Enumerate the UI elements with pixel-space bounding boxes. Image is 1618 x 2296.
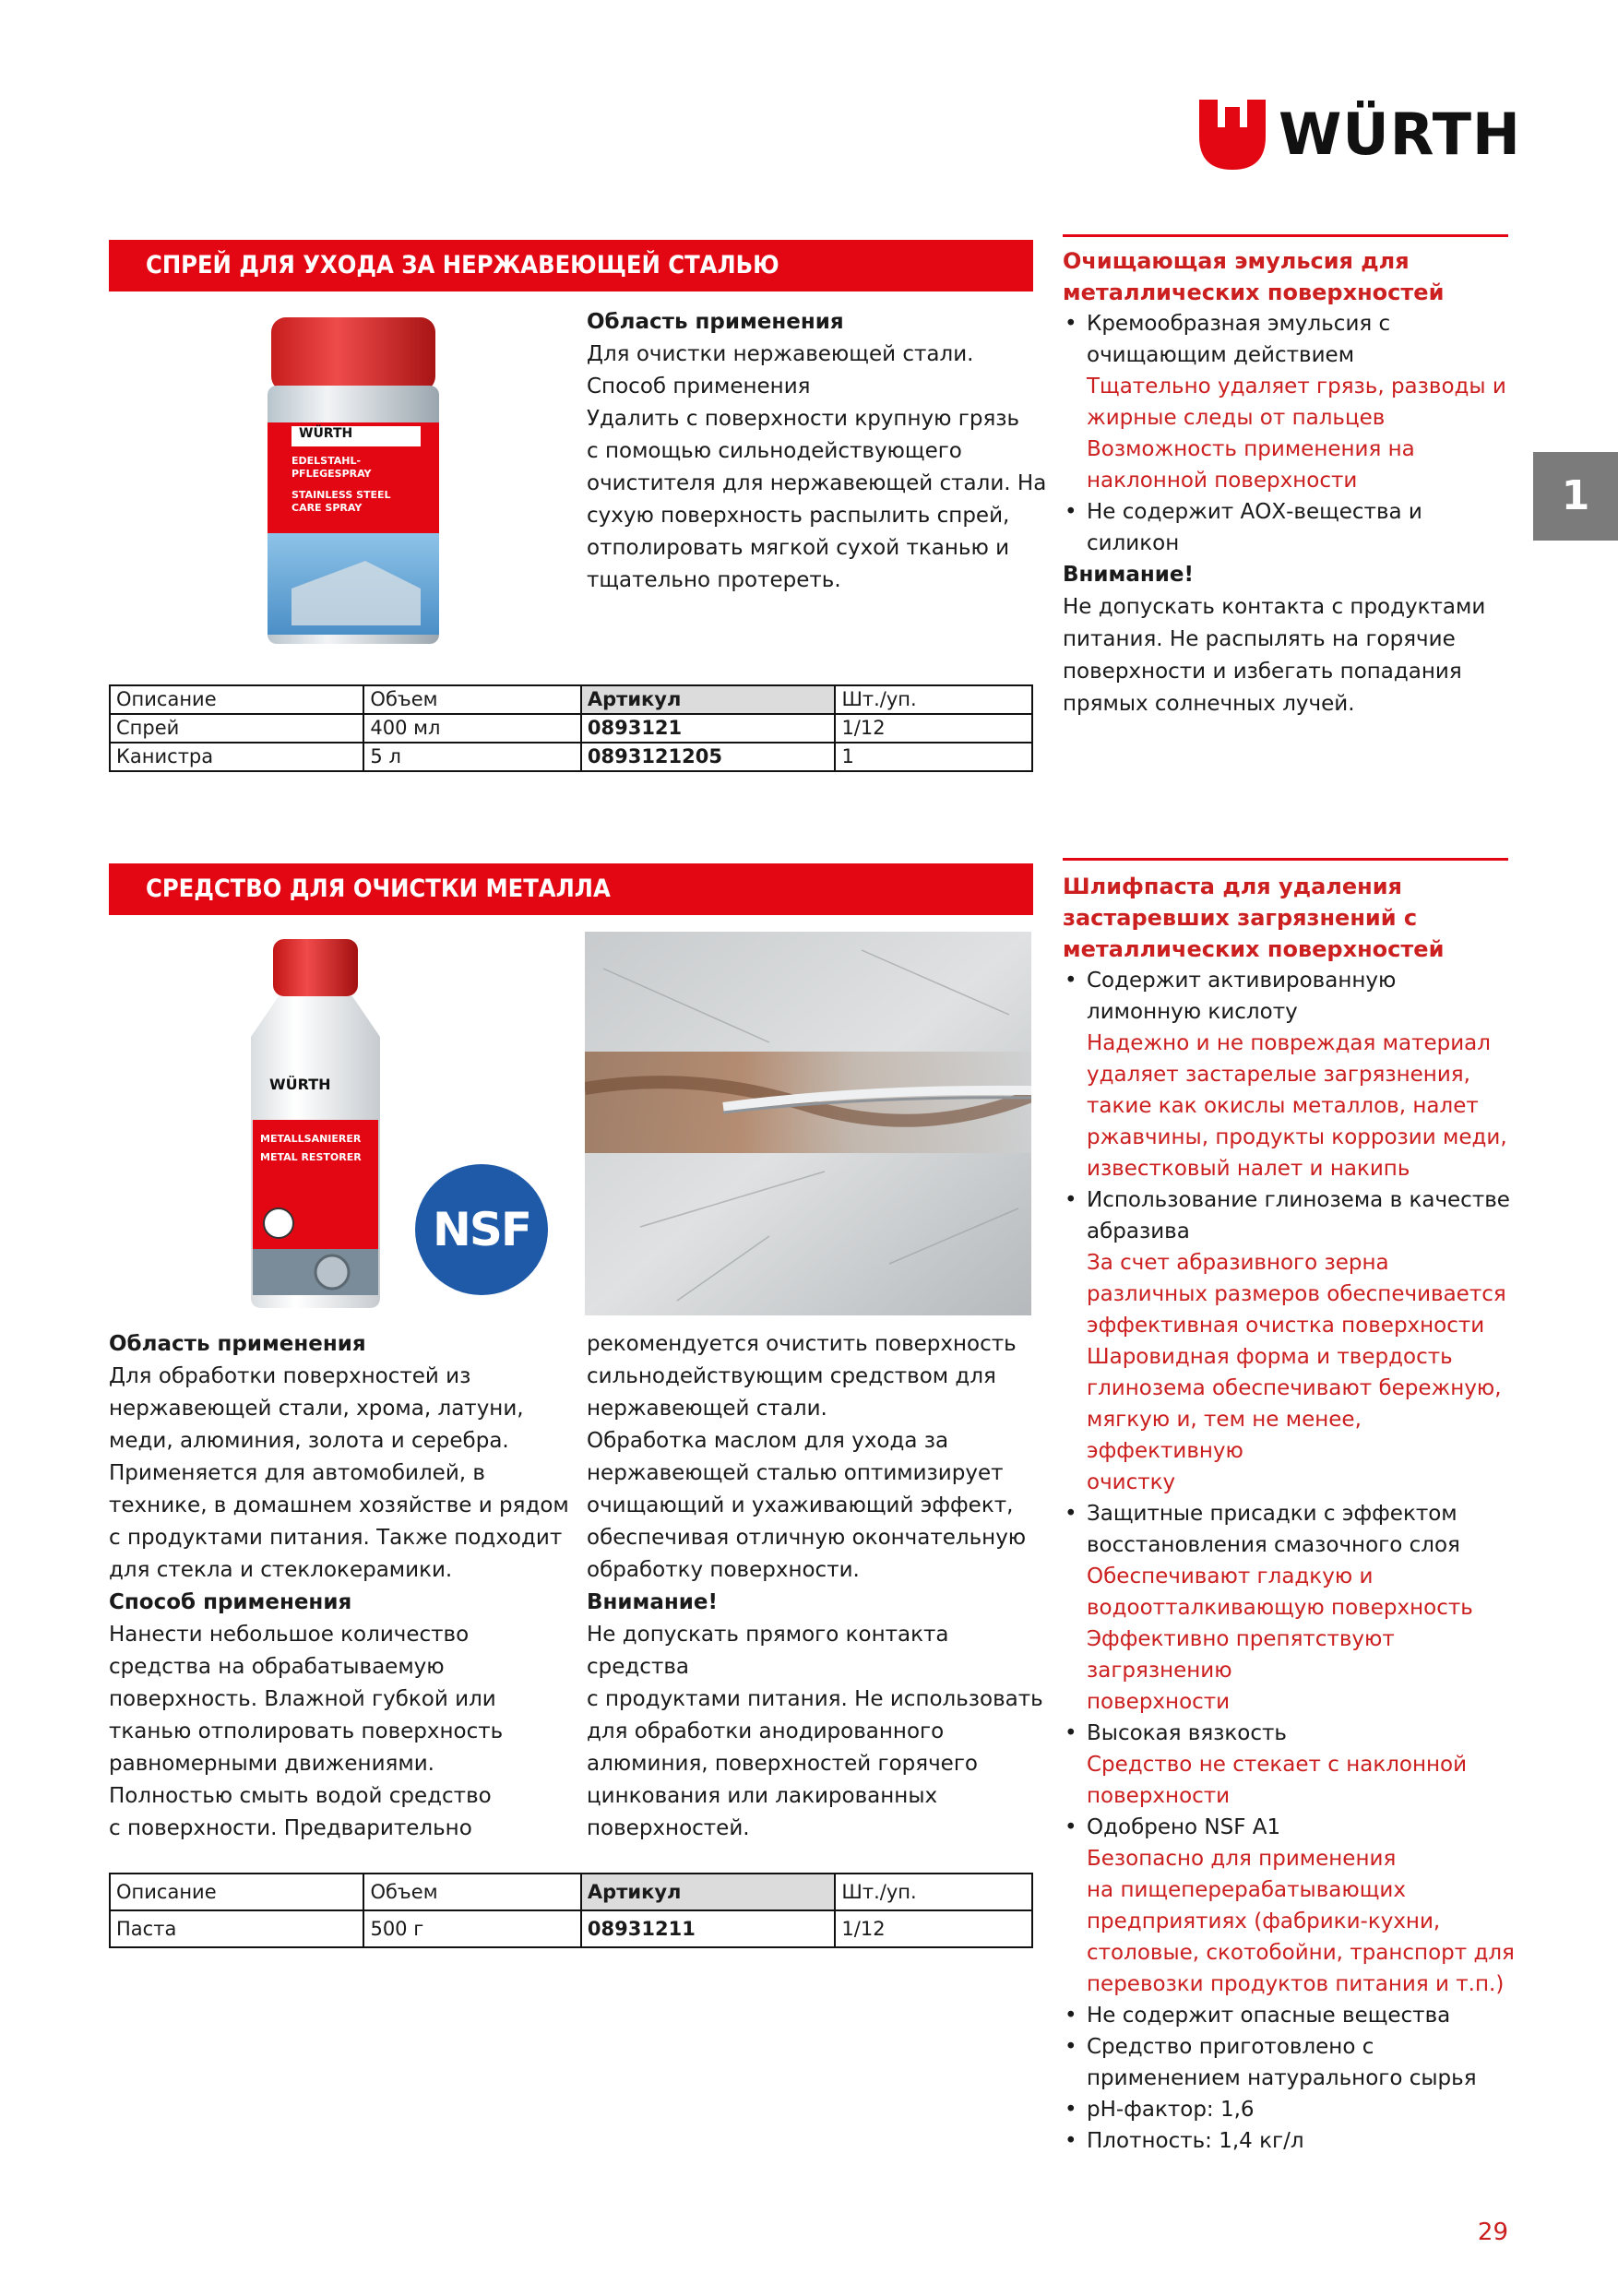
list-item: [1063, 2031, 1520, 2094]
side-title-line: застаревших загрязнений с: [1063, 905, 1418, 931]
cell-article: 08931211: [581, 1910, 835, 1947]
item-subline: различных размеров обеспечивается: [1087, 1282, 1506, 1306]
list-item: [1063, 1812, 1520, 2000]
text-line: обработку поверхности.: [587, 1558, 860, 1582]
bottle-brand-label: WÜRTH: [269, 1076, 331, 1093]
item-line: Не содержит опасные вещества: [1087, 2004, 1451, 2028]
item-subline: Средство не стекает с наклонной: [1087, 1753, 1468, 1777]
item-subline: ржавчины, продукты коррозии меди,: [1087, 1125, 1507, 1149]
cell-pack: 1: [835, 743, 1032, 771]
header-article: Артикул: [581, 1874, 835, 1910]
text-line: поверхность. Влажной губкой или: [109, 1687, 496, 1711]
item-line: pH-фактор: 1,6: [1087, 2098, 1255, 2122]
item-line: Средство приготовлено с: [1087, 2035, 1374, 2059]
item-line: очищающим действием: [1087, 343, 1355, 367]
bullet-icon: •: [1065, 2035, 1077, 2059]
item-line: Высокая вязкость: [1087, 1721, 1287, 1745]
product1-application-heading: Область применения: [587, 310, 844, 334]
text-line: Для обработки поверхностей из: [109, 1364, 471, 1388]
text-line: отполировать мягкой сухой тканью и: [587, 536, 1010, 560]
header-description: Описание: [110, 685, 363, 714]
list-item: [1063, 1498, 1520, 1718]
item-subline: глинозема обеспечивают бережную,: [1087, 1376, 1502, 1400]
side-title-line: Шлифпаста для удаления: [1063, 874, 1402, 899]
table-header-row: [110, 685, 1032, 714]
list-item: [1063, 1184, 1520, 1498]
item-line: Использование глинозема в качестве: [1087, 1188, 1510, 1212]
bullet-icon: •: [1065, 1188, 1077, 1212]
table-row: [110, 714, 1032, 743]
text-line: для обработки анодированного: [587, 1719, 945, 1743]
text-line: питания. Не распылять на горячие: [1063, 627, 1456, 651]
item-subline: удаляет застарелые загрязнения,: [1087, 1063, 1470, 1087]
header-pack: Шт./уп.: [835, 685, 1032, 714]
header-pack: Шт./уп.: [835, 1874, 1032, 1910]
bullet-icon: •: [1065, 2129, 1077, 2153]
section-tab[interactable]: 1: [1533, 452, 1618, 541]
cell-description: Спрей: [110, 714, 363, 743]
text-line: меди, алюминия, золота и серебра.: [109, 1429, 509, 1453]
text-line: Обработка маслом для ухода за: [587, 1429, 949, 1453]
item-subline: Тщательно удаляет грязь, разводы и: [1087, 375, 1506, 399]
item-subline: Возможность применения на: [1087, 437, 1415, 461]
header-description: Описание: [110, 1874, 363, 1910]
bullet-icon: •: [1065, 500, 1077, 524]
can-brand-label: WÜRTH: [299, 426, 353, 441]
product2-article-table: [109, 1873, 1033, 1948]
item-subline: наклонной поверхности: [1087, 469, 1358, 493]
bullet-icon: •: [1065, 1721, 1077, 1745]
cell-article: 0893121: [581, 714, 836, 743]
item-subline: Безопасно для применения: [1087, 1847, 1397, 1871]
text-line: средства на обрабатываемую: [109, 1655, 445, 1679]
spray-can-image: [255, 312, 452, 648]
item-subline: мягкую и, тем не менее, эффективную: [1087, 1408, 1362, 1463]
product1-side-column: [1063, 245, 1515, 720]
bullet-icon: •: [1065, 2098, 1077, 2122]
text-line: тканью отполировать поверхность: [109, 1719, 504, 1743]
cell-volume: 400 мл: [363, 714, 580, 743]
text-line: сильнодействующим средством для: [587, 1364, 996, 1388]
bullet-icon: •: [1065, 969, 1077, 993]
text-line: поверхности и избегать попадания: [1063, 660, 1462, 684]
metal-surface-photo: [585, 932, 1031, 1315]
product2-side-column: [1063, 871, 1520, 2157]
wurth-logo: [1199, 98, 1521, 172]
bullet-icon: •: [1065, 2004, 1077, 2028]
text-line: алюминия, поверхностей горячего: [587, 1752, 978, 1776]
text-line: цинкования или лакированных: [587, 1784, 938, 1808]
text-line: Полностью смыть водой средство: [109, 1784, 492, 1808]
header-volume: Объем: [363, 1874, 580, 1910]
product2-text-column-1: [109, 1328, 570, 1845]
feature-list: [1063, 965, 1520, 2157]
product1-article-table: [109, 684, 1033, 772]
cell-volume: 500 г: [363, 1910, 580, 1947]
can-label-3: STAINLESS STEEL: [291, 489, 391, 501]
list-item: [1063, 965, 1520, 1184]
text-line: рекомендуется очистить поверхность: [587, 1332, 1017, 1356]
table-row: [110, 743, 1032, 771]
item-line: Содержит активированную: [1087, 969, 1397, 993]
item-subline: столовые, скотобойни, транспорт для: [1087, 1941, 1515, 1965]
metal-restorer-bottle-image: [242, 935, 389, 1312]
header-volume: Объем: [363, 685, 580, 714]
item-line: лимонную кислоту: [1087, 1000, 1298, 1024]
item-subline: такие как окислы металлов, налет: [1087, 1094, 1479, 1118]
side-title-line: металлических поверхностей: [1063, 936, 1445, 962]
nsf-badge-text: NSF: [432, 1203, 530, 1256]
text-line: нержавеющей стали, хрома, латуни,: [109, 1397, 524, 1421]
text-line: Удалить с поверхности крупную грязь: [587, 407, 1020, 431]
item-line: силикон: [1087, 531, 1180, 555]
text-line: с продуктами питания. Не использовать: [587, 1687, 1043, 1711]
item-subline: водоотталкивающую поверхность: [1087, 1596, 1473, 1620]
text-line: нержавеющей стали.: [587, 1397, 827, 1421]
cell-volume: 5 л: [363, 743, 580, 771]
bullet-icon: •: [1065, 1815, 1077, 1839]
item-subline: Эффективно препятствуют загрязнению: [1087, 1627, 1395, 1683]
item-subline: очистку: [1087, 1470, 1176, 1494]
text-line: Для очистки нержавеющей стали.: [587, 342, 974, 366]
item-subline: на пищеперерабатывающих: [1087, 1878, 1406, 1902]
text-line: с продуктами питания. Также подходит: [109, 1526, 563, 1550]
item-subline: Надежно и не повреждая материал: [1087, 1031, 1491, 1055]
can-label-2: PFLEGESPRAY: [291, 468, 372, 480]
item-subline: эффективная очистка поверхности: [1087, 1314, 1485, 1338]
page-number: 29: [1477, 2219, 1508, 2246]
bottle-label-1: METALLSANIERER: [260, 1133, 362, 1145]
text-line: Нанести небольшое количество: [109, 1623, 470, 1647]
text-line: Не допускать контакта с продуктами: [1063, 595, 1486, 619]
product1-application: [587, 306, 1048, 597]
feature-list: [1063, 308, 1515, 559]
item-subline: предприятиях (фабрики-кухни,: [1087, 1909, 1441, 1933]
bullet-icon: •: [1065, 1502, 1077, 1526]
text-line: с поверхности. Предварительно: [109, 1816, 472, 1840]
item-subline: жирные следы от пальцев: [1087, 406, 1386, 430]
wurth-logo-icon: [1199, 100, 1266, 170]
cell-pack: 1/12: [835, 1910, 1032, 1947]
product2-warning-heading: Внимание!: [587, 1590, 718, 1614]
list-item: [1063, 2125, 1520, 2157]
cell-article: 0893121205: [581, 743, 836, 771]
text-line: для стекла и стеклокерамики.: [109, 1558, 453, 1582]
product2-application-heading: Область применения: [109, 1332, 366, 1356]
text-line: технике, в домашнем хозяйстве и рядом: [109, 1493, 569, 1517]
text-line: сухую поверхность распылить спрей,: [587, 504, 1010, 528]
product2-method-heading: Способ применения: [109, 1590, 352, 1614]
side-title-line: Очищающая эмульсия для: [1063, 248, 1410, 274]
text-line: прямых солнечных лучей.: [1063, 692, 1355, 716]
item-line: восстановления смазочного слоя: [1087, 1533, 1460, 1557]
text-line: Применяется для автомобилей, в: [109, 1461, 485, 1485]
item-subline: перевозки продуктов питания и т.п.): [1087, 1972, 1505, 1996]
product2-title-banner: СРЕДСТВО ДЛЯ ОЧИСТКИ МЕТАЛЛА: [109, 863, 1033, 915]
cell-description: Паста: [110, 1910, 363, 1947]
cell-pack: 1/12: [835, 714, 1032, 743]
item-subline: За счет абразивного зерна: [1087, 1251, 1389, 1275]
text-line: нержавеющей сталью оптимизирует: [587, 1461, 1004, 1485]
nsf-badge: [415, 1164, 548, 1295]
header-article: Артикул: [581, 685, 836, 714]
cell-description: Канистра: [110, 743, 363, 771]
text-line: тщательно протереть.: [587, 568, 841, 592]
text-line: очистителя для нержавеющей стали. На: [587, 471, 1047, 495]
list-item: [1063, 308, 1515, 496]
side-title-line: металлических поверхностей: [1063, 280, 1445, 305]
logo-wordmark: WÜRTH: [1279, 101, 1521, 168]
table-row: [110, 1910, 1032, 1947]
bottle-label-2: METAL RESTORER: [260, 1151, 362, 1163]
item-line: абразива: [1087, 1219, 1190, 1243]
text-line: поверхностей.: [587, 1816, 750, 1840]
bullet-icon: •: [1065, 312, 1077, 336]
item-line: Одобрено NSF A1: [1087, 1815, 1281, 1839]
item-line: применением натурального сырья: [1087, 2066, 1477, 2090]
item-subline: Шаровидная форма и твердость: [1087, 1345, 1453, 1369]
list-item: [1063, 1718, 1520, 1812]
item-line: Защитные присадки с эффектом: [1087, 1502, 1457, 1526]
list-item: [1063, 2000, 1520, 2031]
text-line: Не допускать прямого контакта средства: [587, 1623, 949, 1679]
text-line: очищающий и ухаживающий эффект,: [587, 1493, 1014, 1517]
warning-heading: Внимание!: [1063, 563, 1194, 587]
item-subline: известковый налет и накипь: [1087, 1157, 1410, 1181]
list-item: [1063, 496, 1515, 559]
product1-title-banner: СПРЕЙ ДЛЯ УХОДА ЗА НЕРЖАВЕЮЩЕЙ СТАЛЬЮ: [109, 240, 1033, 291]
text-line: с помощью сильнодействующего: [587, 439, 962, 463]
product2-side-divider: [1063, 858, 1508, 861]
item-subline: поверхности: [1087, 1690, 1231, 1714]
text-line: равномерными движениями.: [109, 1752, 434, 1776]
text-line: Способ применения: [587, 375, 811, 399]
can-label-4: CARE SPRAY: [291, 502, 363, 514]
list-item: [1063, 2094, 1520, 2125]
item-line: Не содержит АОХ-вещества и: [1087, 500, 1422, 524]
table-header-row: [110, 1874, 1032, 1910]
can-label-1: EDELSTAHL-: [291, 455, 362, 467]
text-line: обеспечивая отличную окончательную: [587, 1526, 1027, 1550]
item-subline: Обеспечивают гладкую и: [1087, 1564, 1374, 1588]
item-line: Плотность: 1,4 кг/л: [1087, 2129, 1304, 2153]
item-subline: поверхности: [1087, 1784, 1231, 1808]
product2-text-column-2: [587, 1328, 1048, 1845]
item-line: Кремообразная эмульсия с: [1087, 312, 1391, 336]
product1-side-divider: [1063, 234, 1508, 237]
